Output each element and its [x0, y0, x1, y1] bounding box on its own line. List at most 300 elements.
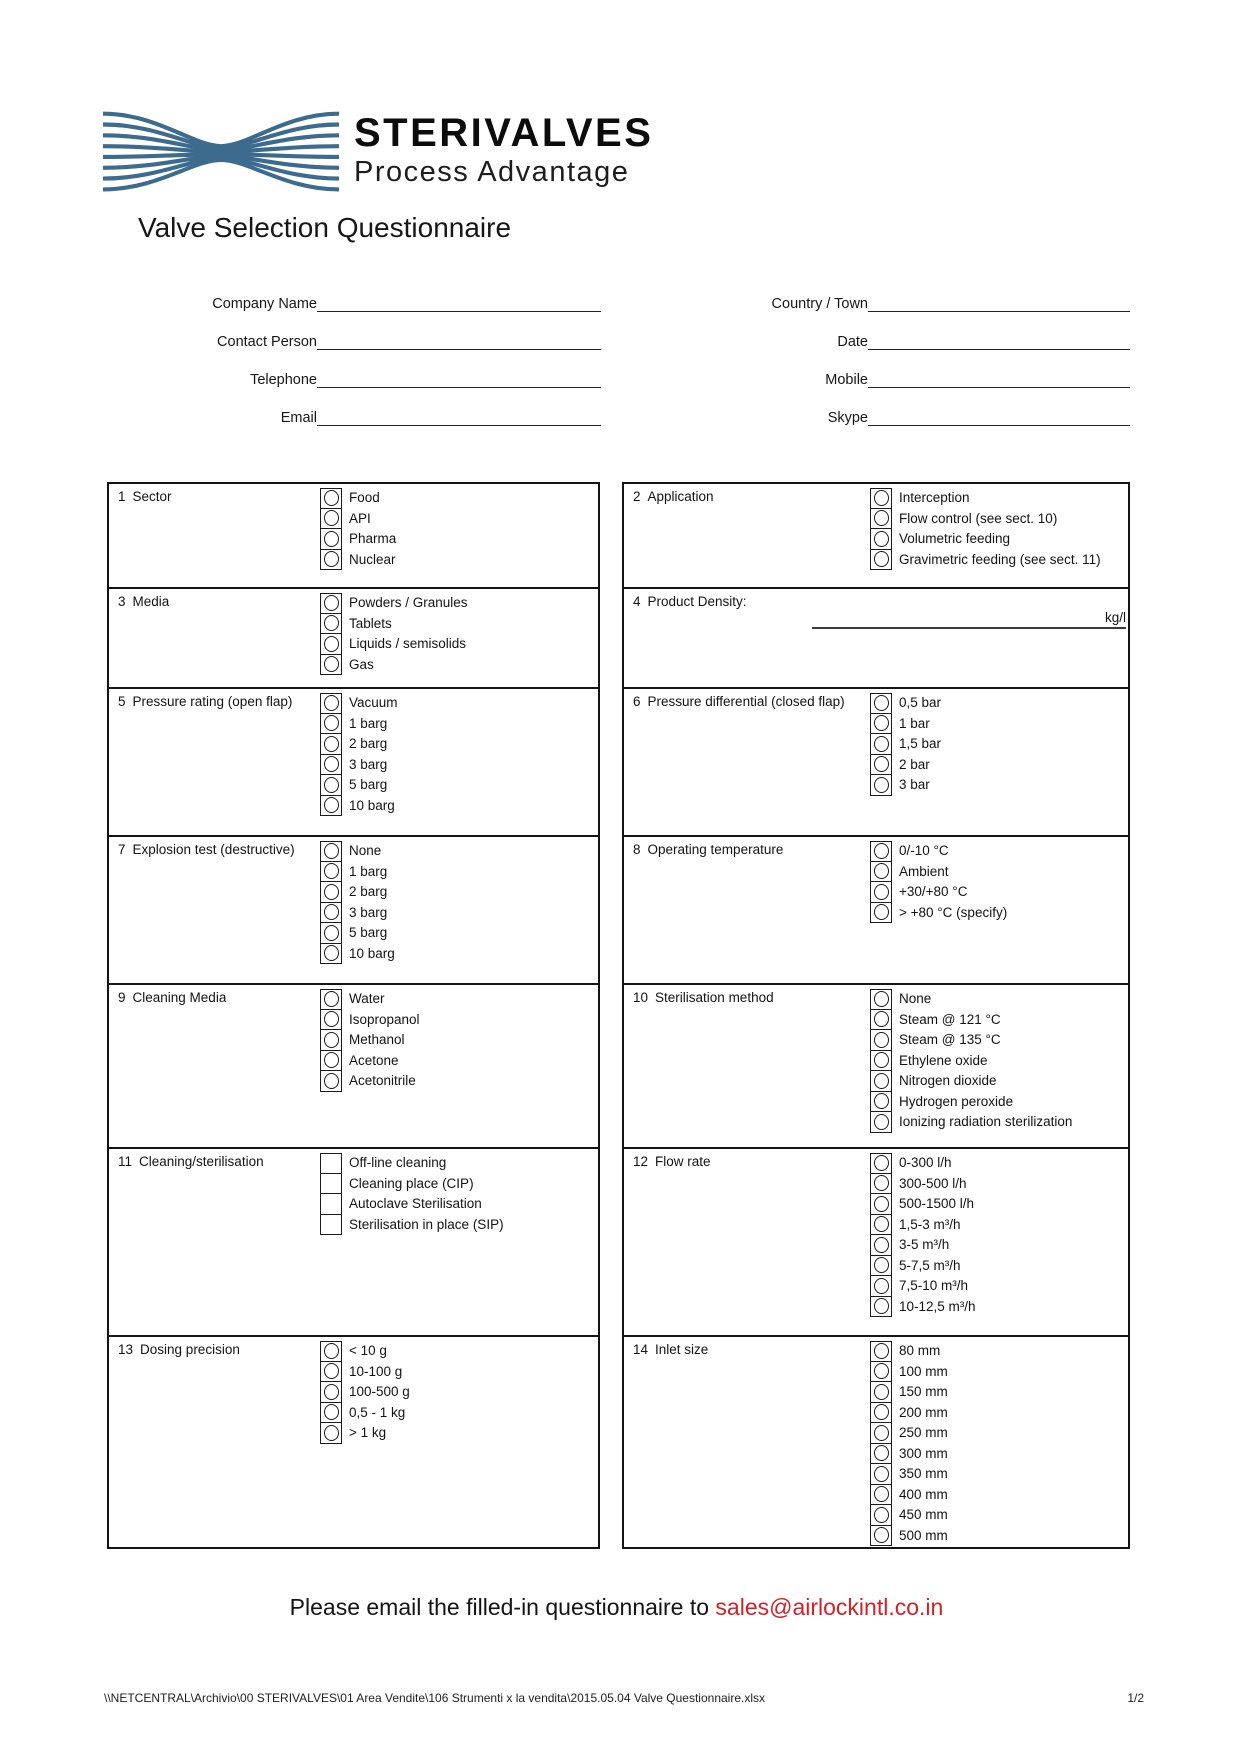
option-row	[870, 1092, 1072, 1113]
section-number: 12	[633, 1154, 649, 1169]
section-dosing-precision	[109, 1335, 598, 1547]
option-label: Ambient	[899, 863, 949, 879]
option-row	[320, 593, 468, 614]
section-number: 13	[118, 1342, 134, 1357]
option-row	[870, 509, 1101, 530]
radio-button[interactable]	[870, 1235, 892, 1256]
radio-button[interactable]	[870, 1403, 892, 1424]
option-list	[870, 1153, 976, 1317]
option-list	[320, 841, 395, 964]
sterivalves-waves-icon	[103, 108, 339, 200]
option-list	[870, 1341, 948, 1546]
option-label: Pharma	[349, 531, 397, 546]
radio-circle-icon	[324, 904, 339, 920]
radio-button[interactable]	[320, 862, 342, 883]
option-row	[320, 1071, 420, 1092]
radio-circle-icon	[874, 1527, 889, 1543]
email-label: Email	[280, 410, 317, 426]
radio-circle-icon	[324, 510, 339, 526]
radio-circle-icon	[874, 490, 889, 506]
option-label: 2 barg	[349, 884, 388, 899]
option-row	[320, 1194, 504, 1215]
company-name-label: Company Name	[212, 296, 317, 312]
option-row	[320, 1341, 410, 1362]
radio-button[interactable]	[870, 1464, 892, 1485]
option-label: Steam @ 135 °C	[899, 1032, 1001, 1047]
option-row	[870, 775, 941, 796]
option-row	[320, 923, 395, 944]
radio-button[interactable]	[320, 944, 342, 965]
option-row	[320, 1010, 420, 1031]
radio-button[interactable]	[870, 734, 892, 755]
option-row	[870, 1423, 948, 1444]
option-label: Tablets	[349, 615, 392, 631]
skype-row	[660, 404, 1130, 426]
section-operating-temperature	[624, 835, 1128, 983]
option-row	[320, 1423, 410, 1444]
radio-circle-icon	[324, 945, 339, 961]
company-name-row	[107, 290, 601, 312]
file-path: \\NETCENTRAL\Archivio\00 STERIVALVES\01 Area Vendite\106 Strumenti x la vendita\2015.05.04 Valve Questionnaire.xlsx	[104, 1691, 766, 1705]
radio-circle-icon	[874, 715, 889, 731]
radio-circle-icon	[324, 756, 339, 772]
section-number: 10	[633, 990, 649, 1005]
option-label: Off-line cleaning	[349, 1155, 447, 1170]
footer-note	[107, 1594, 1126, 1621]
radio-circle-icon	[874, 1237, 889, 1253]
option-label: 5 barg	[349, 777, 388, 792]
radio-button[interactable]	[320, 841, 342, 862]
section-number: 6	[633, 694, 641, 709]
section-title: Sector	[132, 489, 172, 504]
option-row	[870, 1341, 948, 1362]
radio-circle-icon	[324, 656, 339, 672]
checkbox[interactable]	[320, 1153, 342, 1174]
radio-circle-icon	[874, 1404, 889, 1420]
option-row	[320, 655, 468, 676]
checkbox[interactable]	[320, 1215, 342, 1236]
radio-button[interactable]	[320, 593, 342, 614]
density-unit-label: kg/l	[1104, 610, 1126, 625]
option-label: Food	[349, 490, 380, 505]
radio-button[interactable]	[870, 529, 892, 550]
section-sector	[109, 484, 598, 587]
radio-button[interactable]	[870, 1526, 892, 1547]
option-label: 2 barg	[349, 736, 388, 751]
radio-button[interactable]	[870, 1297, 892, 1318]
radio-button[interactable]	[870, 755, 892, 776]
radio-button[interactable]	[870, 1256, 892, 1277]
radio-button[interactable]	[320, 614, 342, 635]
section-product-density	[624, 587, 1128, 687]
table-right-column	[622, 482, 1130, 1549]
radio-circle-icon	[874, 1216, 889, 1232]
option-row	[320, 693, 398, 714]
option-list	[320, 989, 420, 1092]
option-label: 300 mm	[899, 1445, 948, 1461]
section-number: 8	[633, 842, 641, 857]
radio-circle-icon	[874, 1175, 889, 1191]
radio-button[interactable]	[870, 841, 892, 862]
radio-button[interactable]	[870, 1153, 892, 1174]
radio-circle-icon	[874, 695, 889, 711]
footer-path-row	[104, 1691, 1144, 1705]
option-label: 10-12,5 m³/h	[899, 1298, 976, 1314]
option-label: 0-300 l/h	[899, 1155, 952, 1170]
option-row	[870, 841, 1007, 862]
radio-button[interactable]	[320, 1403, 342, 1424]
radio-button[interactable]	[320, 775, 342, 796]
page-number: 1/2	[1127, 1691, 1144, 1705]
skype-input-line[interactable]	[868, 403, 1130, 426]
option-label: 200 mm	[899, 1404, 948, 1420]
checkbox[interactable]	[320, 1194, 342, 1215]
date-input-line[interactable]	[868, 327, 1130, 350]
option-label: < 10 g	[349, 1343, 387, 1358]
radio-circle-icon	[324, 777, 339, 793]
radio-circle-icon	[874, 1466, 889, 1482]
radio-button[interactable]	[320, 734, 342, 755]
radio-circle-icon	[874, 1052, 889, 1068]
radio-button[interactable]	[870, 1071, 892, 1092]
radio-button[interactable]	[320, 693, 342, 714]
brand-name: STERIVALVES	[354, 111, 654, 155]
sales-email-link[interactable]: sales@airlockintl.co.in	[715, 1594, 944, 1620]
option-row	[870, 989, 1072, 1010]
option-row	[870, 1071, 1072, 1092]
radio-button[interactable]	[320, 882, 342, 903]
option-label: 150 mm	[899, 1384, 948, 1399]
option-label: +30/+80 °C	[899, 884, 968, 899]
option-label: 100-500 g	[349, 1384, 410, 1399]
option-label: Acetone	[349, 1052, 399, 1068]
contact-person-input-line[interactable]	[317, 327, 601, 350]
product-density-input-line[interactable]	[812, 609, 1126, 629]
option-row	[870, 734, 941, 755]
option-row	[870, 882, 1007, 903]
section-pressure-rating	[109, 687, 598, 835]
option-row	[870, 1485, 948, 1506]
option-row	[870, 1153, 976, 1174]
radio-circle-icon	[874, 991, 889, 1007]
radio-circle-icon	[874, 884, 889, 900]
option-label: 5-7,5 m³/h	[899, 1257, 961, 1273]
radio-circle-icon	[874, 1486, 889, 1502]
company-name-input-line[interactable]	[317, 289, 601, 312]
radio-button[interactable]	[870, 1215, 892, 1236]
radio-circle-icon	[324, 615, 339, 631]
option-label: 7,5-10 m³/h	[899, 1278, 969, 1293]
option-label: Autoclave Sterilisation	[349, 1196, 482, 1211]
section-title: Sterilisation method	[655, 990, 774, 1005]
option-row	[870, 1505, 948, 1526]
option-row	[320, 529, 396, 550]
radio-button[interactable]	[870, 1092, 892, 1113]
option-row	[320, 734, 398, 755]
radio-button[interactable]	[870, 714, 892, 735]
radio-circle-icon	[324, 797, 339, 813]
radio-button[interactable]	[320, 755, 342, 776]
radio-circle-icon	[324, 1363, 339, 1379]
radio-button[interactable]	[320, 1382, 342, 1403]
option-label: Liquids / semisolids	[349, 636, 467, 651]
section-cleaning-media	[109, 983, 598, 1147]
radio-button[interactable]	[320, 1362, 342, 1383]
option-row	[870, 1030, 1072, 1051]
country-town-row	[660, 290, 1130, 312]
radio-button[interactable]	[870, 1112, 892, 1133]
radio-button[interactable]	[870, 1194, 892, 1215]
radio-button[interactable]	[320, 1010, 342, 1031]
radio-circle-icon	[874, 1298, 889, 1314]
option-label: 5 barg	[349, 925, 388, 940]
option-list	[320, 693, 398, 816]
radio-button[interactable]	[320, 1051, 342, 1072]
option-label: 500 mm	[899, 1527, 948, 1543]
option-label: Ethylene oxide	[899, 1052, 988, 1068]
option-label: Ionizing radiation sterilization	[899, 1114, 1073, 1129]
option-label: > 1 kg	[349, 1425, 387, 1440]
radio-button[interactable]	[320, 529, 342, 550]
option-row	[320, 796, 398, 817]
radio-circle-icon	[874, 1114, 889, 1130]
radio-button[interactable]	[870, 1382, 892, 1403]
section-title: Pressure rating (open flap)	[132, 694, 293, 709]
radio-circle-icon	[324, 551, 339, 567]
radio-circle-icon	[874, 1155, 889, 1171]
radio-button[interactable]	[870, 693, 892, 714]
option-row	[320, 903, 395, 924]
section-title: Cleaning/sterilisation	[139, 1154, 264, 1169]
radio-button[interactable]	[870, 1444, 892, 1465]
radio-circle-icon	[874, 863, 889, 879]
section-title: Operating temperature	[647, 842, 784, 857]
option-row	[870, 1112, 1072, 1133]
contact-person-label: Contact Person	[217, 334, 317, 350]
option-row	[320, 989, 420, 1010]
radio-button[interactable]	[870, 903, 892, 924]
radio-button[interactable]	[320, 1423, 342, 1444]
option-row	[320, 634, 468, 655]
radio-circle-icon	[324, 843, 339, 859]
option-row	[870, 1382, 948, 1403]
radio-button[interactable]	[870, 989, 892, 1010]
option-row	[870, 1276, 976, 1297]
option-label: Cleaning place (CIP)	[349, 1175, 474, 1191]
option-label: 0/-10 °C	[899, 843, 949, 858]
email-row	[107, 404, 601, 426]
section-title: Inlet size	[655, 1342, 709, 1357]
radio-circle-icon	[324, 736, 339, 752]
option-row	[870, 755, 941, 776]
radio-button[interactable]	[870, 488, 892, 509]
radio-button[interactable]	[870, 1051, 892, 1072]
radio-button[interactable]	[320, 989, 342, 1010]
section-pressure-differential	[624, 687, 1128, 835]
option-row	[320, 882, 395, 903]
option-label: Vacuum	[349, 695, 398, 710]
radio-button[interactable]	[870, 882, 892, 903]
option-list	[870, 693, 941, 796]
radio-circle-icon	[324, 991, 339, 1007]
radio-circle-icon	[874, 1278, 889, 1294]
option-row	[870, 1362, 948, 1383]
option-label: > +80 °C (specify)	[899, 904, 1008, 920]
option-row	[870, 529, 1101, 550]
radio-button[interactable]	[870, 1030, 892, 1051]
radio-circle-icon	[324, 1052, 339, 1068]
option-row	[870, 1010, 1072, 1031]
radio-button[interactable]	[870, 509, 892, 530]
option-list	[870, 841, 1007, 923]
option-label: 500-1500 l/h	[899, 1196, 975, 1211]
option-label: 100 mm	[899, 1363, 948, 1379]
radio-circle-icon	[874, 1507, 889, 1523]
option-label: 1 barg	[349, 715, 388, 731]
radio-button[interactable]	[870, 1341, 892, 1362]
radio-circle-icon	[324, 490, 339, 506]
radio-button[interactable]	[320, 1071, 342, 1092]
radio-button[interactable]	[320, 550, 342, 571]
radio-circle-icon	[324, 695, 339, 711]
option-label: 350 mm	[899, 1466, 948, 1481]
option-row	[320, 614, 468, 635]
radio-button[interactable]	[320, 1341, 342, 1362]
radio-button[interactable]	[320, 903, 342, 924]
email-input-line[interactable]	[317, 403, 601, 426]
radio-button[interactable]	[320, 796, 342, 817]
radio-button[interactable]	[320, 634, 342, 655]
radio-button[interactable]	[320, 923, 342, 944]
option-row	[870, 1215, 976, 1236]
radio-circle-icon	[874, 1032, 889, 1048]
radio-button[interactable]	[870, 1423, 892, 1444]
radio-circle-icon	[874, 551, 889, 567]
radio-circle-icon	[874, 1196, 889, 1212]
option-label: Gas	[349, 656, 374, 672]
radio-circle-icon	[874, 756, 889, 772]
option-row	[320, 714, 398, 735]
option-list	[320, 1153, 504, 1235]
footer-note-text: Please email the filled-in questionnaire to	[289, 1594, 716, 1620]
telephone-input-line[interactable]	[317, 365, 601, 388]
radio-button[interactable]	[870, 550, 892, 571]
option-label: 10 barg	[349, 797, 395, 813]
section-title: Product Density:	[647, 594, 747, 609]
option-row	[870, 903, 1007, 924]
radio-circle-icon	[324, 1404, 339, 1420]
section-sterilisation-method	[624, 983, 1128, 1147]
option-row	[870, 1526, 948, 1547]
section-number: 1	[118, 489, 126, 504]
radio-circle-icon	[324, 925, 339, 941]
radio-circle-icon	[874, 1384, 889, 1400]
page-title: Valve Selection Questionnaire	[138, 212, 512, 243]
section-title: Cleaning Media	[132, 990, 227, 1005]
radio-circle-icon	[324, 595, 339, 611]
section-number: 5	[118, 694, 126, 709]
option-list	[870, 488, 1101, 570]
radio-circle-icon	[324, 636, 339, 652]
mobile-label: Mobile	[825, 372, 868, 388]
radio-button[interactable]	[870, 1505, 892, 1526]
option-label: 250 mm	[899, 1425, 948, 1440]
section-number: 2	[633, 489, 641, 504]
option-label: Isopropanol	[349, 1011, 420, 1027]
option-row	[320, 1030, 420, 1051]
option-label: Nitrogen dioxide	[899, 1073, 997, 1088]
radio-circle-icon	[874, 531, 889, 547]
radio-circle-icon	[874, 1073, 889, 1089]
radio-button[interactable]	[870, 1485, 892, 1506]
mobile-input-line[interactable]	[868, 365, 1130, 388]
radio-button[interactable]	[870, 775, 892, 796]
option-row	[320, 488, 396, 509]
radio-button[interactable]	[870, 1174, 892, 1195]
radio-button[interactable]	[870, 1010, 892, 1031]
section-number: 7	[118, 842, 126, 857]
option-label: 450 mm	[899, 1507, 948, 1522]
option-label: 400 mm	[899, 1486, 948, 1502]
option-row	[320, 1362, 410, 1383]
radio-button[interactable]	[320, 714, 342, 735]
radio-button[interactable]	[870, 1362, 892, 1383]
radio-circle-icon	[874, 1363, 889, 1379]
option-row	[320, 1174, 504, 1195]
option-row	[320, 862, 395, 883]
radio-button[interactable]	[870, 862, 892, 883]
option-label: 1 barg	[349, 863, 388, 879]
option-label: Methanol	[349, 1032, 405, 1047]
option-row	[320, 1051, 420, 1072]
radio-button[interactable]	[320, 1030, 342, 1051]
option-list	[320, 488, 396, 570]
section-number: 4	[633, 594, 641, 609]
option-list	[320, 593, 468, 675]
section-number: 14	[633, 1342, 649, 1357]
radio-button[interactable]	[320, 509, 342, 530]
option-label: 3 bar	[899, 777, 930, 792]
option-row	[320, 509, 396, 530]
radio-circle-icon	[874, 736, 889, 752]
radio-circle-icon	[874, 904, 889, 920]
radio-button[interactable]	[320, 655, 342, 676]
radio-button[interactable]	[870, 1276, 892, 1297]
option-label: None	[899, 991, 932, 1006]
option-label: Sterilisation in place (SIP)	[349, 1216, 504, 1232]
option-label: 2 bar	[899, 756, 930, 772]
option-row	[870, 1051, 1072, 1072]
option-row	[320, 1403, 410, 1424]
option-label: 1,5 bar	[899, 736, 942, 751]
section-title: Pressure differential (closed flap)	[647, 694, 845, 709]
option-label: 3 barg	[349, 756, 388, 772]
checkbox[interactable]	[320, 1174, 342, 1195]
option-row	[320, 1215, 504, 1236]
table-left-column	[107, 482, 600, 1549]
option-label: Acetonitrile	[349, 1073, 416, 1088]
section-explosion-test	[109, 835, 598, 983]
mobile-row	[660, 366, 1130, 388]
option-row	[870, 1174, 976, 1195]
country-town-input-line[interactable]	[868, 289, 1130, 312]
option-label: 10-100 g	[349, 1363, 403, 1379]
radio-button[interactable]	[320, 488, 342, 509]
option-label: 300-500 l/h	[899, 1175, 967, 1191]
section-title: Media	[132, 594, 170, 609]
radio-circle-icon	[324, 1011, 339, 1027]
radio-circle-icon	[874, 510, 889, 526]
